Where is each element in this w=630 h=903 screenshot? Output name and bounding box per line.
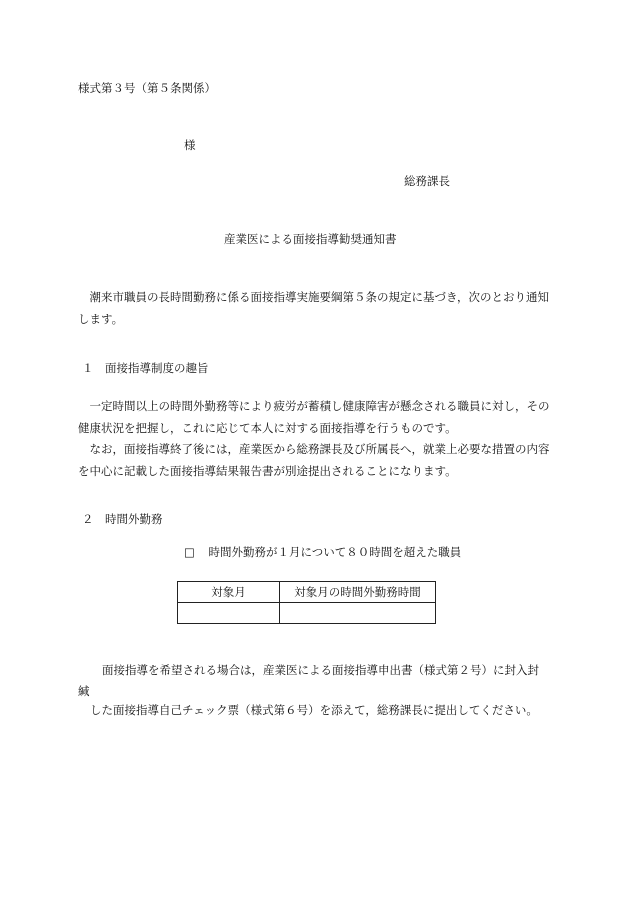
table-header-row [178, 582, 436, 603]
overtime-checkbox-row [184, 543, 461, 561]
document-title: 産業医による面接指導勧奨通知書 [224, 232, 397, 246]
closing-line-2: 緘 [78, 684, 90, 698]
intro-paragraph: 潮来市職員の長時間勤務に係る面接指導実施要綱第５条の規定に基づき，次のとおり通知します。 [78, 290, 550, 326]
closing-line-1: 面接指導を希望される場合は，産業医による面接指導申出書（様式第２号）に封入封 [102, 663, 539, 677]
section-2-heading: ２ 時間外勤務 [82, 512, 163, 526]
table-cell[interactable] [280, 603, 436, 624]
checkbox-label: 時間外勤務が１月について８０時間を超えた職員 [208, 545, 462, 559]
table-cell[interactable] [178, 603, 280, 624]
table-header-cell: 対象月の時間外勤務時間 [280, 582, 436, 603]
form-number: 様式第３号（第５条関係） [78, 81, 216, 95]
closing-line-3: した面接指導自己チェック票（様式第６号）を添えて，総務課長に提出してください。 [90, 703, 538, 717]
table-row [178, 603, 436, 624]
section-1-paragraph-1: 一定時間以上の時間外勤務等により疲労が蓄積し健康障害が懸念される職員に対し，その健康状況を把握し，これに応じて本人に対する面接指導を行うものです。 [78, 399, 550, 435]
sender-title: 総務課長 [404, 174, 450, 188]
section-1-paragraph-2: なお，面接指導終了後には，産業医から総務課長及び所属長へ，就業上必要な措置の内容を中心に記載した面接指導結果報告書が別途提出されることになります。 [78, 442, 550, 478]
table-header-cell: 対象月 [178, 582, 280, 603]
overtime-table [177, 581, 436, 624]
section-1-heading: １ 面接指導制度の趣旨 [82, 361, 209, 375]
recipient-honorific: 様 [184, 138, 196, 152]
checkbox-icon[interactable]: □ [184, 545, 195, 559]
